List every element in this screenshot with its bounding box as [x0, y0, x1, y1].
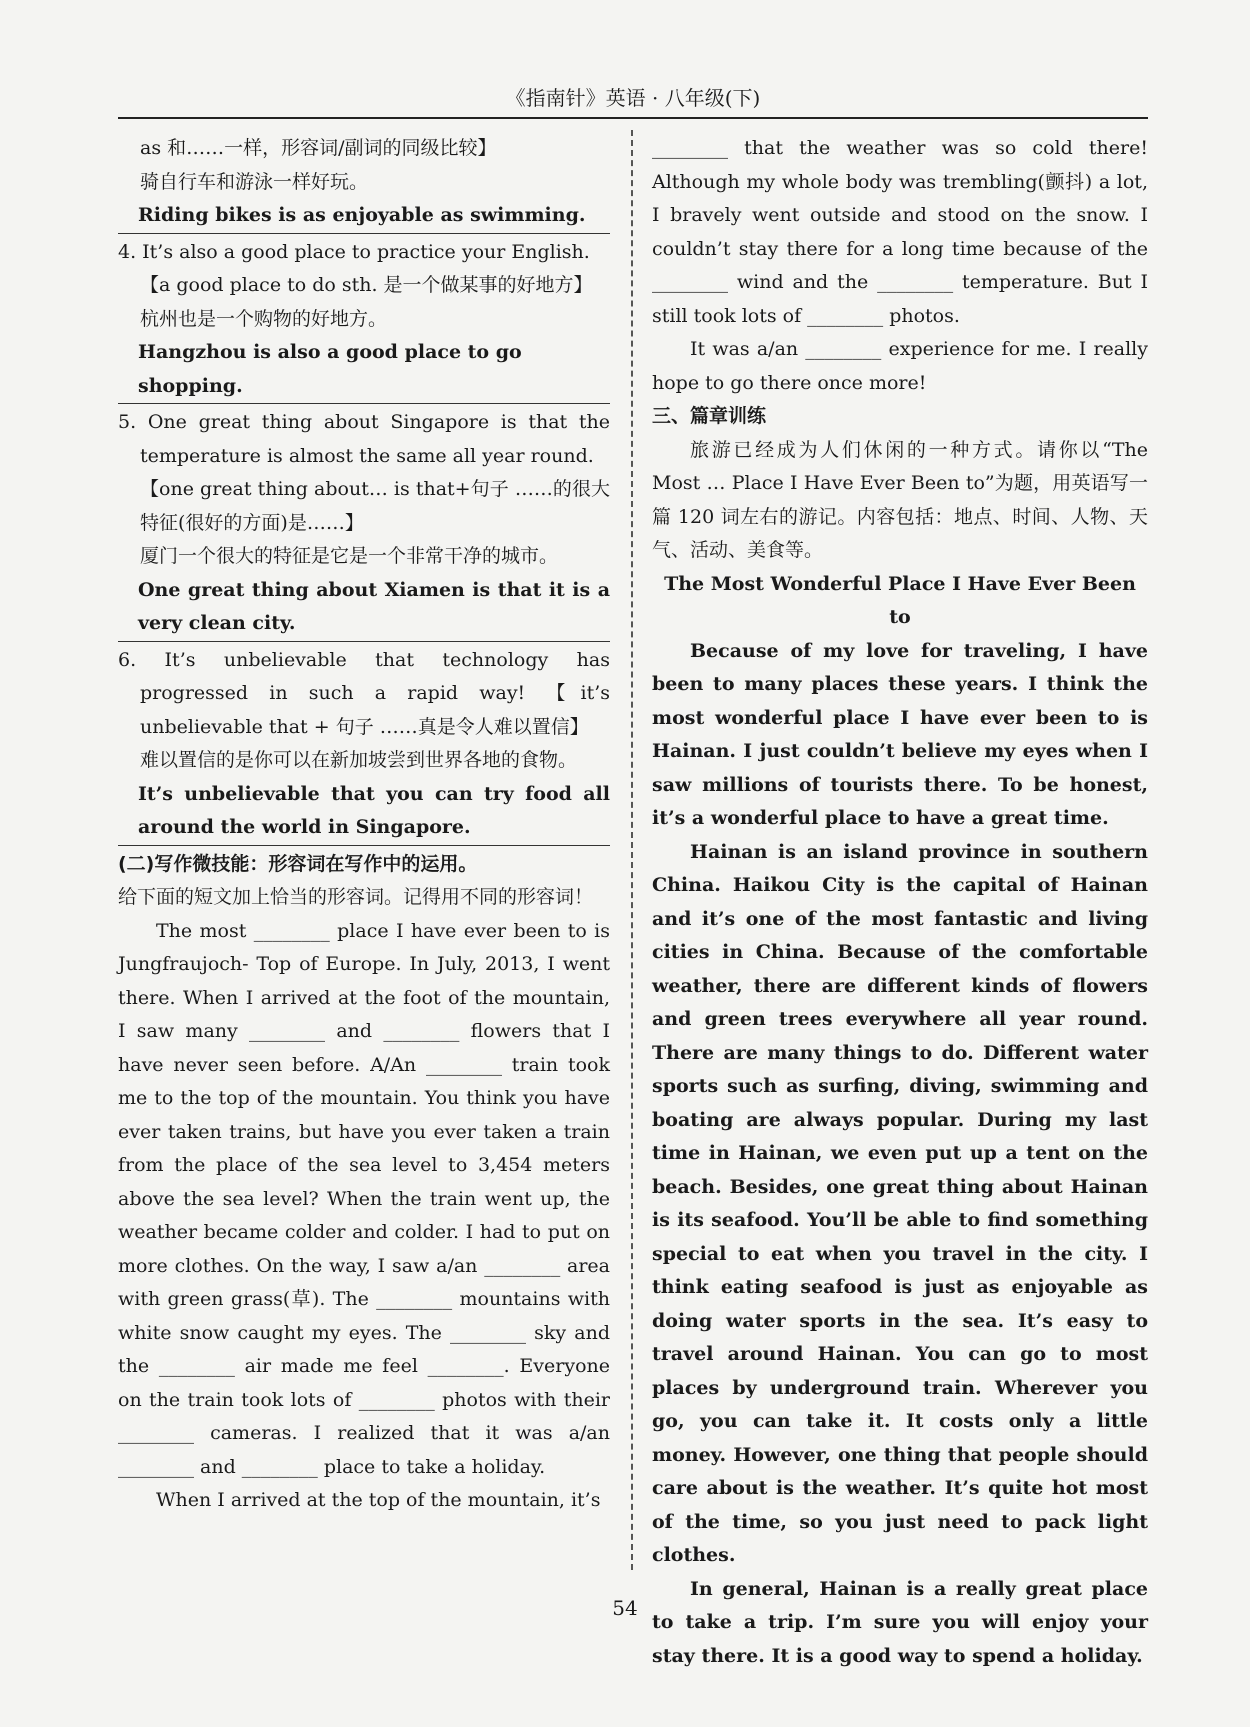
- passage-paragraph-2-cont: ________ that the weather was so cold there! Although my whole body was trembling(颤抖) a lot, I bravely went outside and stood on the snow. I couldn’t stay there for a long time because of the ________ wind and the ________ temperature. But I still took lots of ________ photos.: [652, 137, 1148, 327]
- subsection-title: (二)写作微技能：形容词在写作中的运用。: [118, 852, 478, 875]
- item5-question: 5. One great thing about Singapore is that the temperature is almost the same all year round.: [118, 411, 610, 467]
- item5-chinese: 厦门一个很大的特征是它是一个非常干净的城市。: [140, 545, 559, 567]
- item4-chinese: 杭州也是一个购物的好地方。: [140, 307, 388, 330]
- item5-answer: One great thing about Xiamen is that it is a very clean city.: [118, 574, 610, 642]
- essay-title: The Most Wonderful Place I Have Ever Been to: [664, 572, 1136, 628]
- item4-answer: Hangzhou is also a good place to go shopping.: [118, 336, 610, 404]
- section-3-title: 三、篇章训练: [652, 405, 767, 427]
- passage-paragraph-1: The most ________ place I have ever been to is Jungfraujoch- Top of Europe. In July, 2013, I went there. When I arrived at the foot of the mountain, I saw many ________ and ________ flowers that I have never seen before. A/An ________ train took me to the top of the mountain. You think you have ever taken trains, but have you ever taken a train from the place of the sea level to 3,454 meters above the sea level? When the train went up, the weather became colder and colder. I had to put on more clothes. On the way, I saw a/an ________ area with green grass(草). The ________ mountains with white snow caught my eyes. The ________ sky and the ________ air made me feel ________. Everyone on the train took lots of ________ photos with their ________ cameras. I realized that it was a/an ________ and ________ place to take a holiday.: [118, 919, 610, 1478]
- page-header: 《指南针》英语 · 八年级(下): [118, 82, 1148, 119]
- item6-chinese: 难以置信的是你可以在新加坡尝到世界各地的食物。: [140, 749, 578, 771]
- item6-question: 6. It’s unbelievable that technology has progressed in such a rapid way! 【it’s unbelievable that + 句子 ……真是令人难以置信】: [118, 648, 610, 738]
- essay-paragraph-2: Hainan is an island province in southern China. Haikou City is the capital of Hainan and it’s one of the most fantastic and living cities in China. Because of the comfortable weather, there are different kinds of flowers and green trees everywhere all year round. There are many things to do. Different water sports such as surfing, diving, swimming and boating are always popular. During my last time in Hainan, we even put up a tent on the beach. Besides, one great thing about Hainan is its seafood. You’ll be able to find something special to eat when you travel in the city. I think eating seafood is just as enjoyable as doing water sports in the sea. It’s easy to travel around Hainan. You can go to most places by underground train. Wherever you go, you can take it. It costs only a little money. However, one thing that people should care about is the weather. It’s quite hot most of the time, so you just need to pack light clothes.: [652, 840, 1148, 1566]
- section-3-instructions: 旅游已经成为人们休闲的一种方式。请你以“The Most … Place I Have Ever Been to”为题，用英语写一篇 120 词左右的游记。内容包括：地点、时间、人物、天气、活动、美食等。: [652, 438, 1148, 561]
- item4-rule: 【a good place to do sth. 是一个做某事的好地方】: [140, 274, 593, 296]
- passage-paragraph-3: It was a/an ________ experience for me. I really hope to go there once more!: [652, 338, 1148, 394]
- right-column: [652, 132, 1148, 1673]
- item5-rule: 【one great thing about… is that+句子 ……的很大特征(很好的方面)是……】: [140, 478, 610, 534]
- subsection-instructions: 给下面的短文加上恰当的形容词。记得用不同的形容词！: [118, 886, 594, 908]
- column-divider: [631, 130, 633, 1570]
- item3-rule: as 和……一样，形容词/副词的同级比较】: [140, 137, 497, 159]
- passage-paragraph-2-start: When I arrived at the top of the mountain, it’s: [156, 1489, 601, 1511]
- item3-answer: Riding bikes is as enjoyable as swimming.: [118, 199, 610, 234]
- page-number: 54: [612, 1596, 638, 1620]
- item6-answer: It’s unbelievable that you can try food all around the world in Singapore.: [118, 778, 610, 846]
- essay-paragraph-1: Because of my love for traveling, I have been to many places these years. I think the most wonderful place I have ever been to is Hainan. I just couldn’t believe my eyes when I saw millions of tourists there. To be honest, it’s a wonderful place to have a great time.: [652, 639, 1148, 829]
- item3-chinese: 骑自行车和游泳一样好玩。: [140, 170, 369, 193]
- left-column: [118, 132, 610, 1518]
- item4-question: 4. It’s also a good place to practice your English.: [118, 240, 590, 263]
- essay-paragraph-3: In general, Hainan is a really great place to take a trip. I’m sure you will enjoy your stay there. It is a good way to spend a holiday.: [652, 1577, 1148, 1667]
